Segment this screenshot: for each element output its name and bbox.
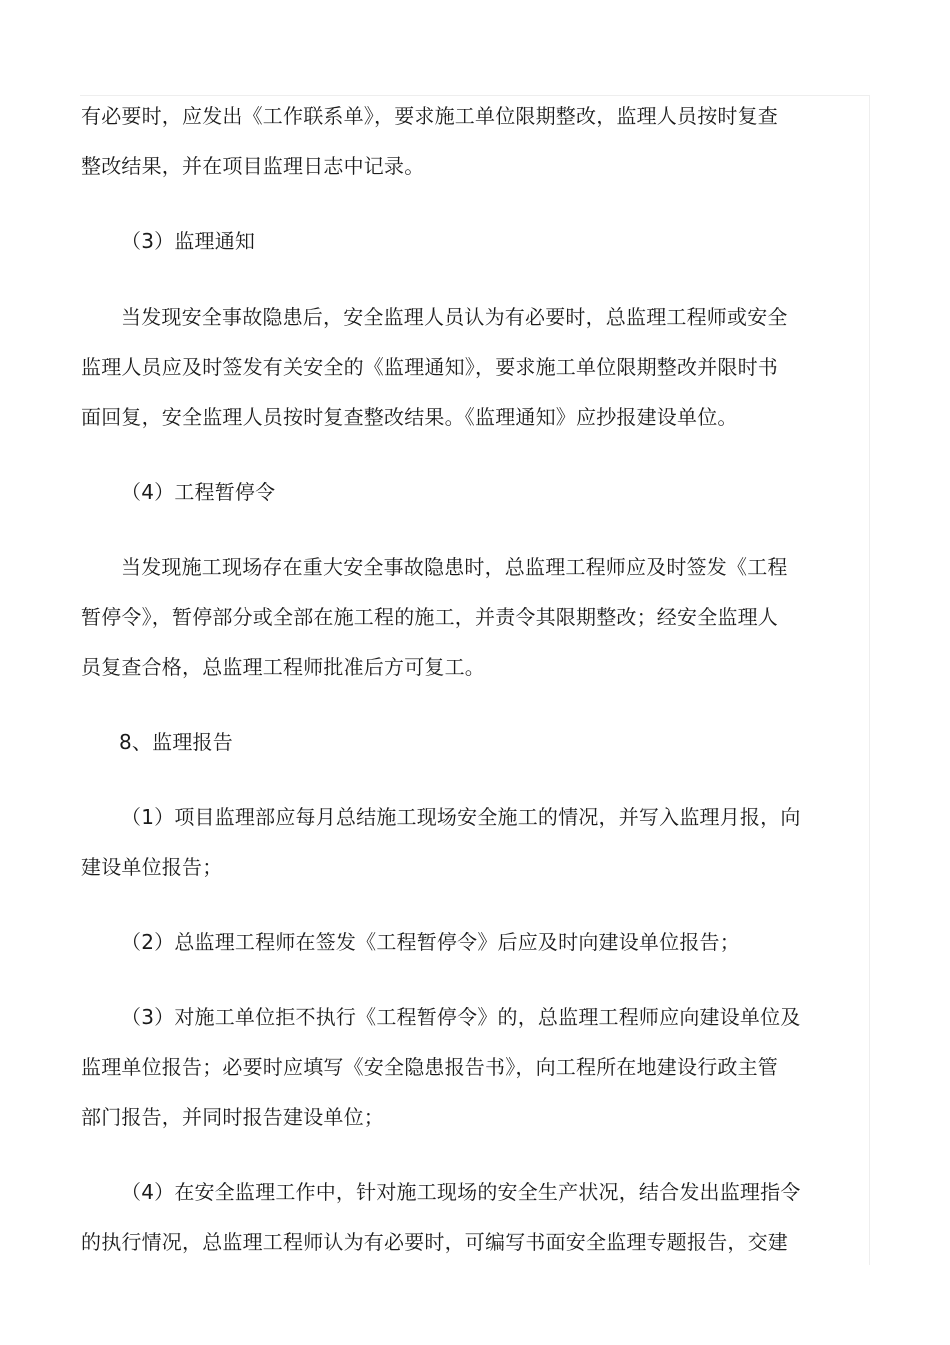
page-border-top [80, 95, 870, 96]
text-line: （3）对施工单位拒不执行《工程暂停令》的，总监理工程师应向建设单位及 [121, 1005, 801, 1029]
text-line: 员复查合格，总监理工程师批准后方可复工。 [81, 655, 485, 679]
text-line: 整改结果，并在项目监理日志中记录。 [81, 154, 425, 178]
section-heading: 8、监理报告 [119, 730, 233, 754]
text-line: 面回复，安全监理人员按时复查整改结果。《监理通知》应抄报建设单位。 [81, 405, 738, 429]
text-line: 监理单位报告；必要时应填写《安全隐患报告书》，向工程所在地建设行政主管 [81, 1055, 778, 1079]
text-line: （4）在安全监理工作中，针对施工现场的安全生产状况，结合发出监理指令 [121, 1180, 801, 1204]
page-border-right [869, 95, 870, 1265]
text-line: （2）总监理工程师在签发《工程暂停令》后应及时向建设单位报告； [121, 930, 740, 954]
text-line: 部门报告，并同时报告建设单位； [81, 1105, 384, 1129]
text-line: 当发现安全事故隐患后，安全监理人员认为有必要时，总监理工程师或安全 [121, 305, 788, 329]
text-line: 暂停令》，暂停部分或全部在施工程的施工，并责令其限期整改；经安全监理人 [81, 605, 778, 629]
text-line: 的执行情况，总监理工程师认为有必要时，可编写书面安全监理专题报告，交建 [81, 1230, 788, 1254]
section-heading: （4）工程暂停令 [121, 480, 276, 504]
section-heading: （3）监理通知 [121, 229, 256, 253]
text-line: 监理人员应及时签发有关安全的《监理通知》，要求施工单位限期整改并限时书 [81, 355, 778, 379]
text-line: （1）项目监理部应每月总结施工现场安全施工的情况，并写入监理月报，向 [121, 805, 801, 829]
text-line: 当发现施工现场存在重大安全事故隐患时，总监理工程师应及时签发《工程 [121, 555, 788, 579]
text-line: 建设单位报告； [81, 855, 223, 879]
text-line: 有必要时，应发出《工作联系单》，要求施工单位限期整改，监理人员按时复查 [81, 104, 778, 128]
